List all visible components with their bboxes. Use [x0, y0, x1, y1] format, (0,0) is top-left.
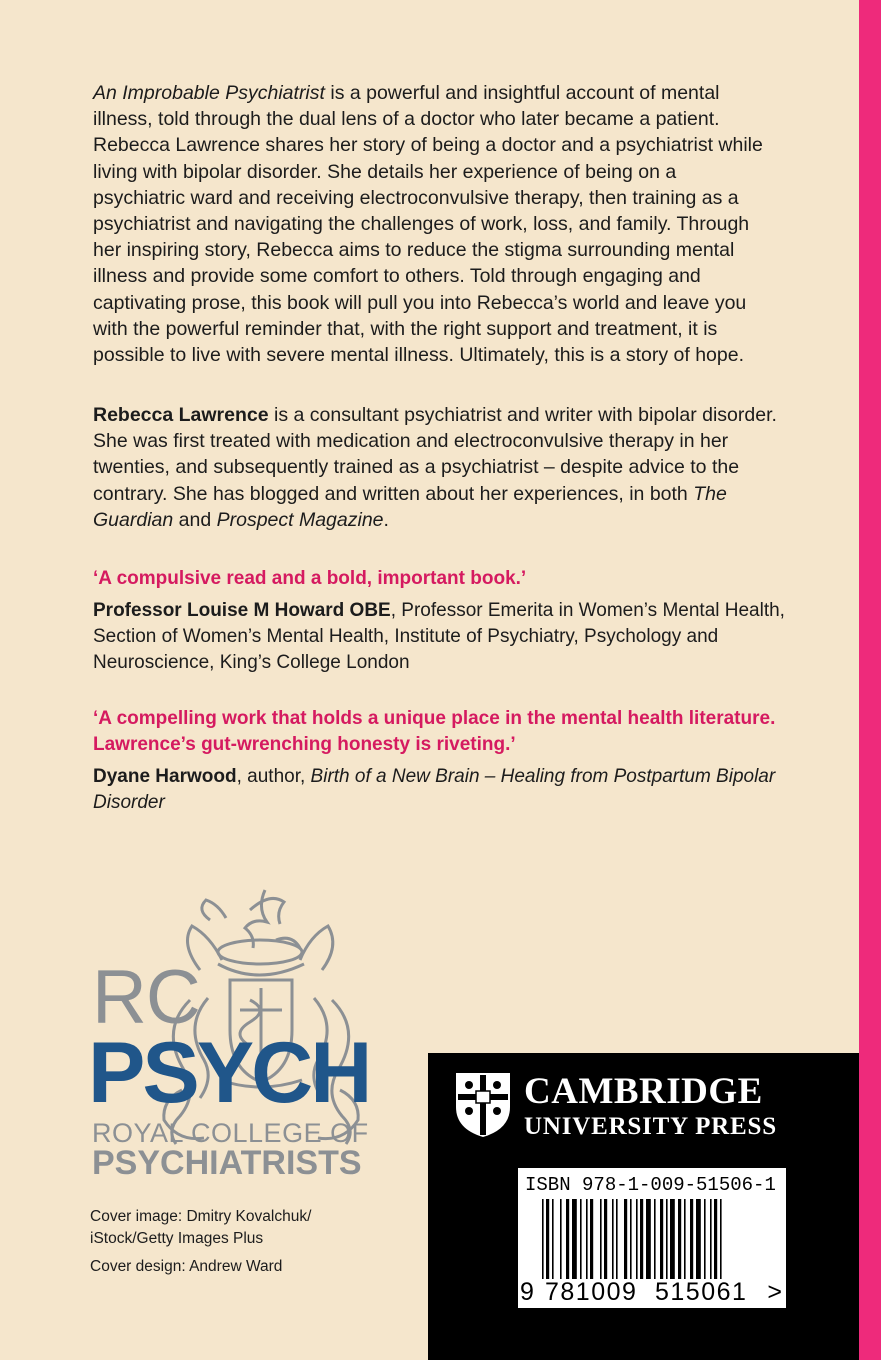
bio-text: is a consultant psychiatrist and writer with bipolar disorder. She was first treated with medication and electroconvulsive therapy in her twenties, and subsequently trained as a psychiatrist – despite advice to the contrary. She has blogged and written about her experiences, in both [93, 404, 777, 505]
spine-color-band [859, 0, 881, 1360]
author-bio [93, 402, 783, 533]
author-name: Rebecca Lawrence [93, 404, 269, 426]
endorsement-quote: ‘A compelling work that holds a unique place in the mental health literature. Lawrence’s gut-wrenching honesty is riveting.’ [93, 708, 776, 755]
barcode-first-digit: 9 [520, 1278, 534, 1306]
publication-guardian: The Guardian [93, 482, 727, 531]
book-title: An Improbable Psychiatrist [93, 82, 325, 104]
bio-end: . [383, 508, 389, 531]
rcpsych-logo-psych: PSYCH [88, 1025, 370, 1121]
cover-credits [90, 1206, 390, 1278]
endorser-name: Professor Louise M Howard OBE [93, 600, 391, 621]
barcode-arrow: > [767, 1278, 782, 1306]
isbn-label: ISBN 978-1-009-51506-1 [525, 1174, 776, 1196]
publisher-name-line2: UNIVERSITY PRESS [524, 1113, 777, 1140]
publisher-name-line1: CAMBRIDGE [524, 1071, 763, 1112]
book-blurb [93, 80, 773, 368]
cambridge-shield-icon [454, 1071, 512, 1139]
endorser-book: Birth of a New Brain – Healing from Postpartum Bipolar Disorder [93, 766, 776, 813]
endorsement-attribution [93, 598, 793, 676]
barcode-icon [540, 1199, 780, 1287]
cover-image-credit: Cover image: Dmitry Kovalchuk/ iStock/Getty Images Plus [90, 1208, 312, 1247]
barcode-group-2: 515061 [655, 1278, 748, 1306]
barcode-group-1: 781009 [545, 1278, 638, 1306]
endorsement-2 [93, 706, 793, 816]
rcpsych-logo-line1: ROYAL COLLEGE OF [92, 1118, 369, 1148]
bio-conjunction: and [173, 508, 217, 531]
endorser-affiliation: , Professor Emerita in Women’s Mental Health, Section of Women’s Mental Health, Institute of Psychiatry, Psychology and Neuroscience, King’s College London [93, 600, 785, 673]
rcpsych-logo-rc: RC [92, 955, 200, 1040]
rcpsych-logo-line2: PSYCHIATRISTS [92, 1144, 362, 1182]
endorser-affiliation: , author, [236, 766, 311, 787]
endorsement-attribution [93, 764, 793, 816]
cover-design-credit: Cover design: Andrew Ward [90, 1258, 283, 1275]
blurb-text: is a powerful and insightful account of mental illness, told through the dual lens of a doctor who later became a patient. Rebecca Lawrence shares her story of being a doctor and a psychiatrist while living with bipolar disorder. She details her experience of being on a psychiatric ward and receiving electroconvulsive therapy, then training as a psychiatrist and navigating the challenges of work, loss, and family. Through her inspiring story, Rebecca aims to reduce the stigma surrounding mental illness and provide some comfort to others. Told through engaging and captivating prose, this book will pull you into Rebecca’s world and leave you with the powerful reminder that, with the right support and treatment, it is possible to live with severe mental illness. Ultimately, this is a story of hope. [93, 82, 763, 367]
endorser-name: Dyane Harwood [93, 766, 237, 787]
endorsement-1 [93, 566, 793, 676]
publication-prospect: Prospect Magazine [216, 508, 384, 531]
endorsement-quote: ‘A compulsive read and a bold, important book.’ [93, 568, 527, 589]
